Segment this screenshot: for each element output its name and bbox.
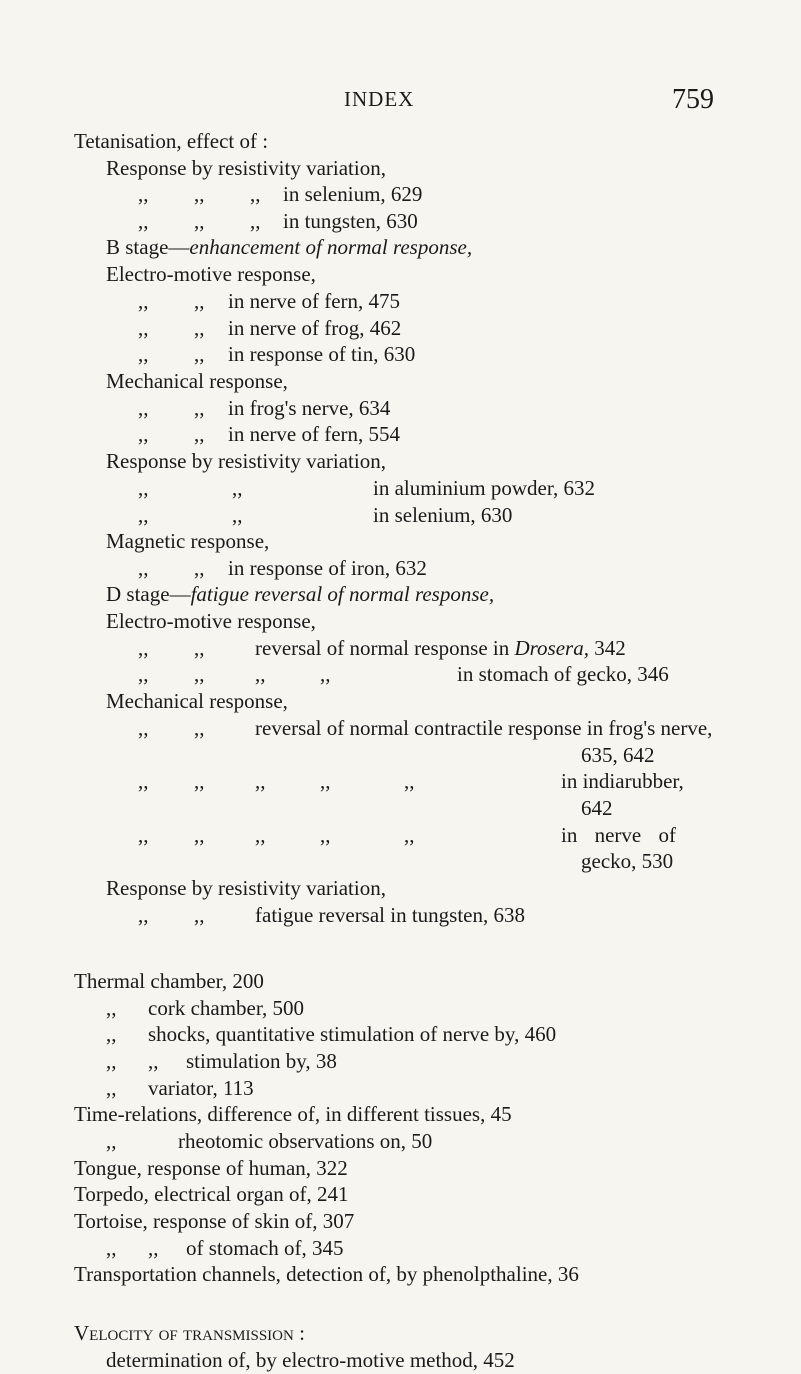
ditto-mark: ,, <box>194 903 205 927</box>
index-subentry: in nerve of fern, 475 <box>228 289 401 313</box>
index-subentry: Electro-motive response, <box>106 262 316 286</box>
index-subentry: in response of iron, 632 <box>228 556 427 580</box>
index-subentry: Mechanical response, <box>106 689 288 713</box>
index-subentry: in response of tin, 630 <box>228 342 416 366</box>
index-subentry: in indiarubber, <box>561 769 684 793</box>
ditto-mark: ,, <box>194 769 205 793</box>
index-subentry: in tungsten, 630 <box>283 209 418 233</box>
ditto-mark: ,, <box>194 556 205 580</box>
index-subentry: rheotomic observations on, 50 <box>178 1129 433 1153</box>
index-subentry: reversal of normal contractile response in frog's nerve, <box>255 716 713 740</box>
ditto-mark: ,, <box>138 316 149 340</box>
index-subentry: fatigue reversal in tungsten, 638 <box>255 903 526 927</box>
index-subentry: Mechanical response, <box>106 369 288 393</box>
index-subentry: in selenium, 629 <box>283 182 423 206</box>
ditto-mark: ,, <box>148 1049 159 1073</box>
ditto-mark: ,, <box>106 996 117 1020</box>
ditto-mark: ,, <box>138 662 149 686</box>
index-subentry-d-stage <box>106 581 494 608</box>
ditto-mark: ,, <box>138 769 149 793</box>
ditto-mark: ,, <box>404 823 415 847</box>
ditto-mark: ,, <box>320 769 331 793</box>
index-subentry: Response by resistivity variation, <box>106 156 386 180</box>
index-subentry: in selenium, 630 <box>373 503 513 527</box>
index-heading-tetanisation: Tetanisation, effect of : <box>74 129 269 153</box>
ditto-mark: ,, <box>232 503 243 527</box>
ditto-mark: ,, <box>194 182 205 206</box>
b-stage-label: B stage— <box>106 235 190 259</box>
index-page-ref: gecko, 530 <box>581 849 674 873</box>
ditto-mark: ,, <box>255 769 266 793</box>
ditto-mark: ,, <box>194 636 205 660</box>
ditto-mark: ,, <box>255 823 266 847</box>
index-heading-thermal: Thermal chamber, 200 <box>74 969 264 993</box>
ditto-mark: ,, <box>138 422 149 446</box>
ditto-mark: ,, <box>138 636 149 660</box>
entry-text: reversal of normal response in <box>255 636 515 660</box>
b-stage-description: enhancement of normal response, <box>189 235 473 259</box>
index-subentry <box>255 635 626 662</box>
ditto-mark: ,, <box>106 1129 117 1153</box>
index-heading-time-relations: Time-relations, difference of, in different tissues, 45 <box>74 1102 512 1126</box>
ditto-mark: ,, <box>320 823 331 847</box>
ditto-mark: ,, <box>138 716 149 740</box>
index-heading-tongue: Tongue, response of human, 322 <box>74 1156 348 1180</box>
index-subentry: shocks, quantitative stimulation of nerve by, 460 <box>148 1022 557 1046</box>
ditto-mark: ,, <box>194 422 205 446</box>
index-subentry: in nerve of fern, 554 <box>228 422 401 446</box>
ditto-mark: ,, <box>194 342 205 366</box>
page-number: 759 <box>672 84 714 115</box>
ditto-mark: ,, <box>194 716 205 740</box>
index-subentry: in nerve of frog, 462 <box>228 316 402 340</box>
index-subentry: in frog's nerve, 634 <box>228 396 391 420</box>
index-subentry: in aluminium powder, 632 <box>373 476 595 500</box>
ditto-mark: ,, <box>138 289 149 313</box>
ditto-mark: ,, <box>138 182 149 206</box>
index-subentry: variator, 113 <box>148 1076 254 1100</box>
index-subentry-b-stage <box>106 234 472 261</box>
index-subentry: in stomach of gecko, 346 <box>457 662 669 686</box>
index-subentry: stimulation by, 38 <box>186 1049 337 1073</box>
ditto-mark: ,, <box>106 1236 117 1260</box>
ditto-mark: ,, <box>138 503 149 527</box>
ditto-mark: ,, <box>138 903 149 927</box>
entry-page-ref: 342 <box>588 636 626 660</box>
ditto-mark: ,, <box>106 1049 117 1073</box>
index-page-ref: 635, 642 <box>581 743 655 767</box>
ditto-mark: ,, <box>194 823 205 847</box>
ditto-mark: ,, <box>194 662 205 686</box>
ditto-mark: ,, <box>320 662 331 686</box>
ditto-mark: ,, <box>138 342 149 366</box>
ditto-mark: ,, <box>148 1236 159 1260</box>
ditto-mark: ,, <box>194 316 205 340</box>
ditto-mark: ,, <box>138 396 149 420</box>
d-stage-label: D stage— <box>106 582 191 606</box>
ditto-mark: ,, <box>138 556 149 580</box>
ditto-mark: ,, <box>194 396 205 420</box>
ditto-mark: ,, <box>106 1022 117 1046</box>
ditto-mark: ,, <box>194 289 205 313</box>
ditto-mark: ,, <box>232 476 243 500</box>
ditto-mark: ,, <box>404 769 415 793</box>
index-subentry: Response by resistivity variation, <box>106 449 386 473</box>
ditto-mark: ,, <box>138 209 149 233</box>
ditto-mark: ,, <box>106 1076 117 1100</box>
index-heading-torpedo: Torpedo, electrical organ of, 241 <box>74 1182 349 1206</box>
index-subentry: cork chamber, 500 <box>148 996 305 1020</box>
index-subentry: determination of, by electro-motive method, 452 <box>106 1348 515 1372</box>
ditto-mark: ,, <box>255 662 266 686</box>
index-subentry: in nerve of <box>561 823 676 847</box>
entry-italic-term: Drosera, <box>514 636 589 660</box>
ditto-mark: ,, <box>138 476 149 500</box>
d-stage-description: fatigue reversal of normal response, <box>190 582 495 606</box>
index-heading-velocity: Velocity of transmission : <box>74 1321 305 1345</box>
index-heading-transportation: Transportation channels, detection of, by phenolpthaline, 36 <box>74 1262 579 1286</box>
ditto-mark: ,, <box>194 209 205 233</box>
running-head: INDEX <box>344 87 415 111</box>
index-subentry: Electro-motive response, <box>106 609 316 633</box>
ditto-mark: ,, <box>138 823 149 847</box>
index-subentry: Response by resistivity variation, <box>106 876 386 900</box>
index-subentry: Magnetic response, <box>106 529 270 553</box>
index-page-ref: 642 <box>581 796 613 820</box>
index-subentry: of stomach of, 345 <box>186 1236 344 1260</box>
ditto-mark: ,, <box>250 182 261 206</box>
ditto-mark: ,, <box>250 209 261 233</box>
index-heading-tortoise: Tortoise, response of skin of, 307 <box>74 1209 355 1233</box>
